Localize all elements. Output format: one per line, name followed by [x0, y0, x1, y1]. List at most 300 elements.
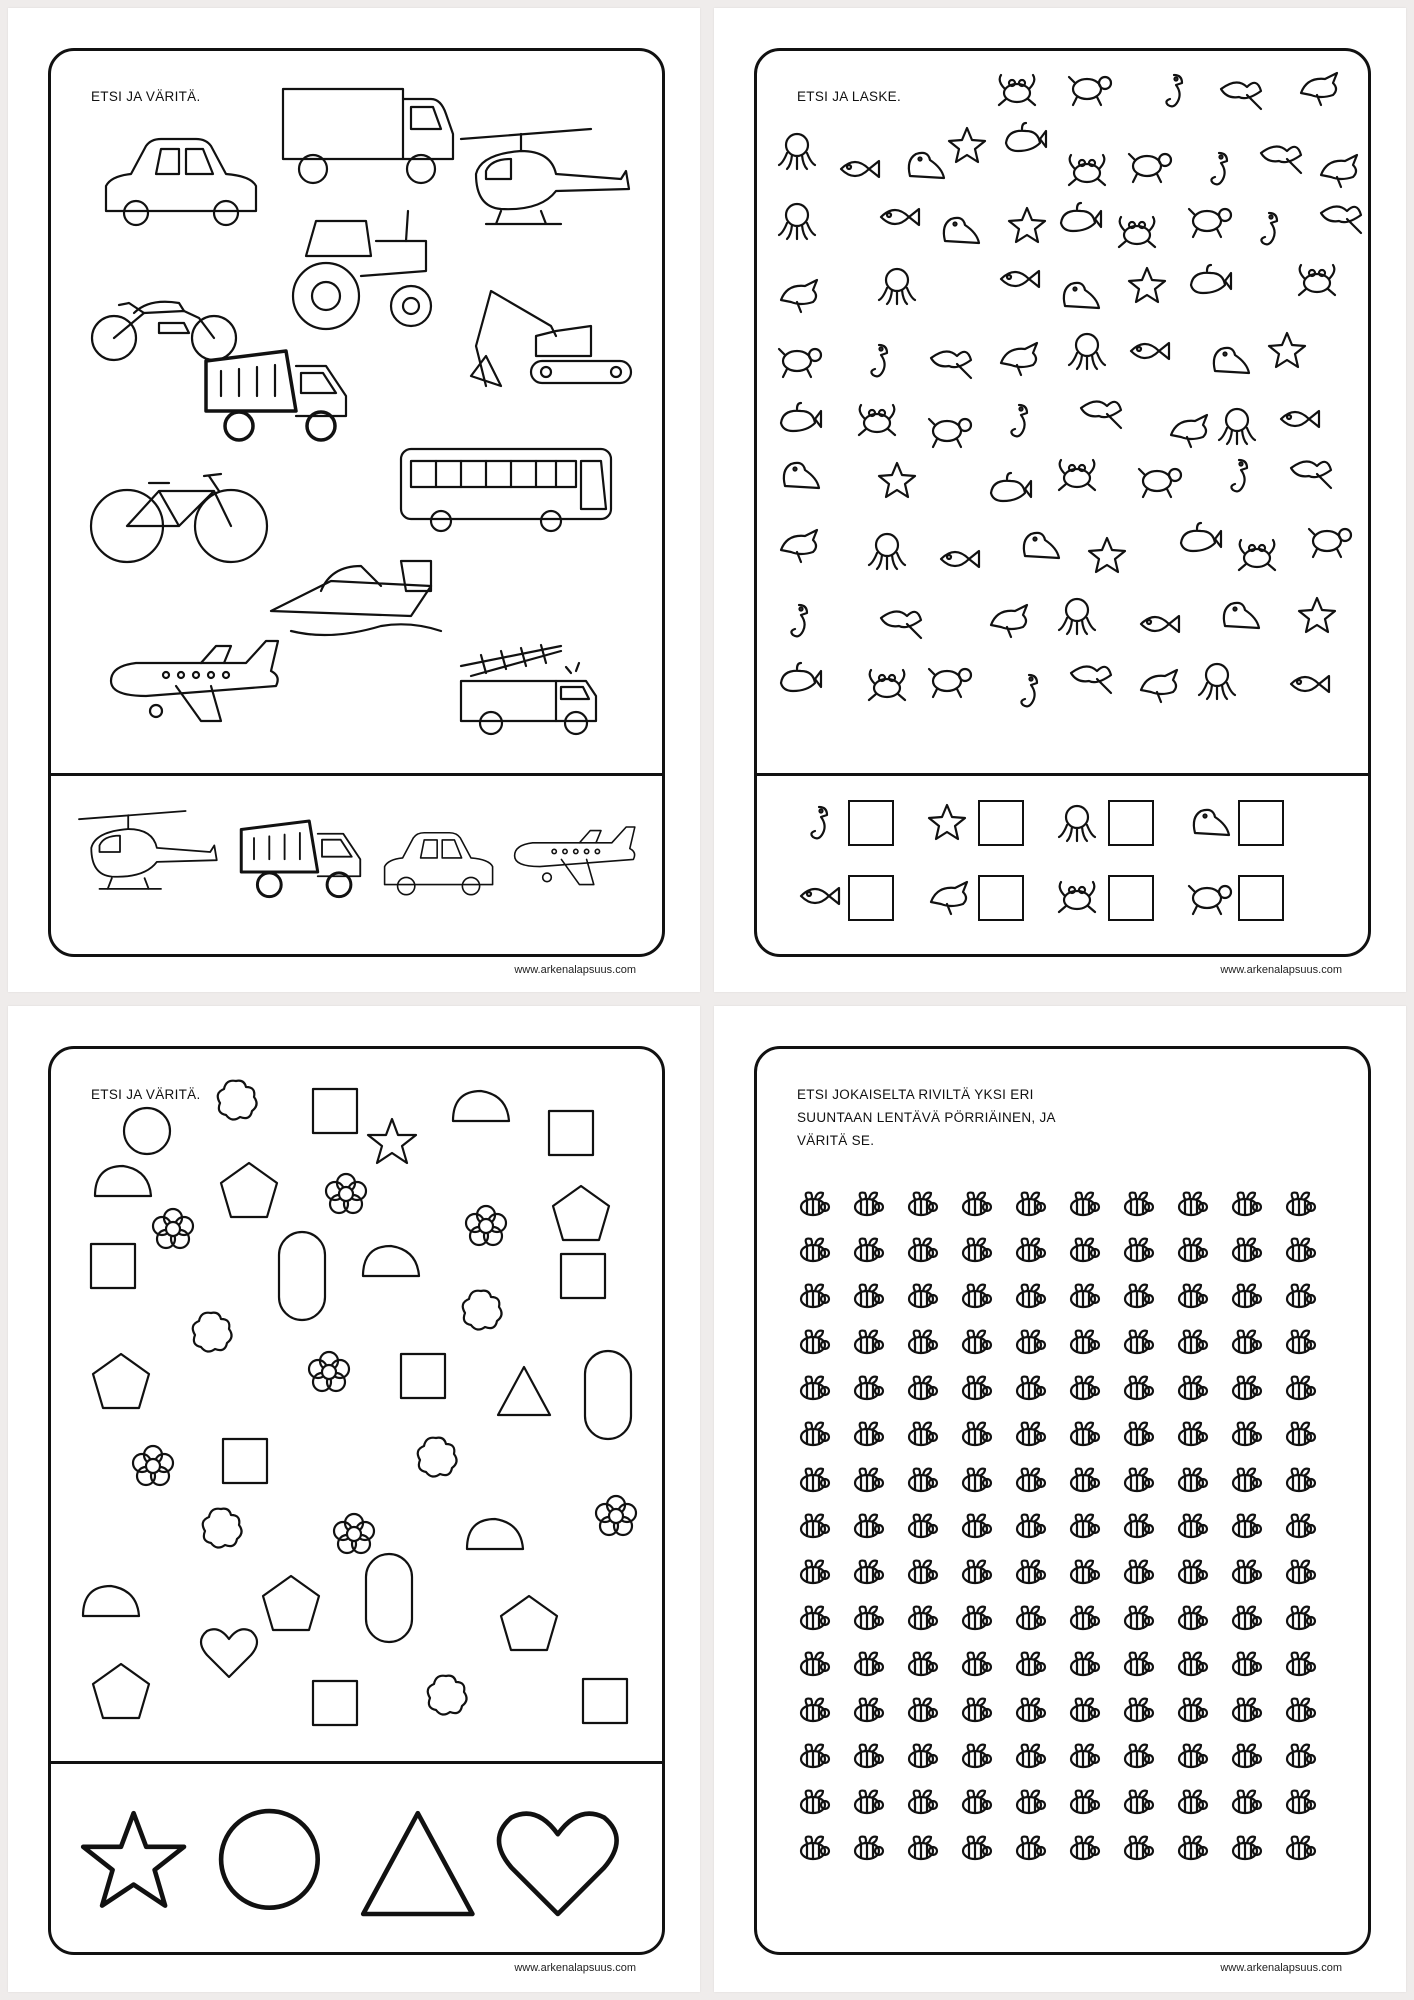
seal-icon: [1194, 810, 1229, 835]
pentagon-icon: [93, 1354, 149, 1408]
website-footer: www.arkenalapsuus.com: [1220, 1962, 1342, 1974]
turtle-icon: [1129, 154, 1171, 182]
half-circle-icon: [467, 1519, 523, 1549]
legend-circle-icon: [221, 1811, 318, 1908]
bee-icon[interactable]: [1125, 1331, 1153, 1353]
worksheet-frame: [754, 48, 1371, 957]
bee-icon[interactable]: [1179, 1285, 1207, 1307]
bee-icon[interactable]: [1125, 1561, 1153, 1583]
bee-icon[interactable]: [855, 1515, 883, 1537]
bee-icon[interactable]: [1071, 1423, 1099, 1445]
bee-icon[interactable]: [1071, 1607, 1099, 1629]
bee-icon[interactable]: [963, 1699, 991, 1721]
whale-icon: [1061, 203, 1101, 231]
bee-icon[interactable]: [1125, 1607, 1153, 1629]
square-icon: [549, 1111, 593, 1155]
bee-icon[interactable]: [963, 1607, 991, 1629]
bee-icon[interactable]: [1017, 1515, 1045, 1537]
bee-icon[interactable]: [909, 1193, 937, 1215]
seahorse-icon: [1231, 460, 1247, 491]
dolphin-icon: [1301, 73, 1337, 105]
bee-icon[interactable]: [1125, 1193, 1153, 1215]
bee-icon[interactable]: [801, 1837, 829, 1859]
dolphin-icon: [1141, 670, 1177, 702]
sea-scene: [757, 51, 1371, 957]
pentagon-icon: [93, 1664, 149, 1718]
bee-icon[interactable]: [801, 1331, 829, 1353]
starfish-icon: [879, 463, 915, 497]
flower-icon: [309, 1352, 349, 1391]
bee-icon[interactable]: [963, 1193, 991, 1215]
heart-icon: [201, 1629, 257, 1677]
bee-icon[interactable]: [1179, 1239, 1207, 1261]
bee-icon[interactable]: [855, 1837, 883, 1859]
seahorse-icon: [1211, 153, 1227, 184]
bee-icon[interactable]: [909, 1837, 937, 1859]
bee-icon[interactable]: [1233, 1515, 1261, 1537]
octopus-icon: [879, 269, 915, 304]
dolphin-icon: [1171, 415, 1207, 447]
whale-icon: [1191, 265, 1231, 293]
bee-icon[interactable]: [855, 1193, 883, 1215]
tractor-icon: [293, 211, 431, 329]
bee-icon[interactable]: [963, 1837, 991, 1859]
bee-icon[interactable]: [1071, 1377, 1099, 1399]
stingray-icon: [1221, 82, 1261, 109]
bee-icon[interactable]: [1287, 1607, 1315, 1629]
bee-icon[interactable]: [1179, 1423, 1207, 1445]
bee-icon[interactable]: [1233, 1469, 1261, 1491]
website-footer: www.arkenalapsuus.com: [1220, 964, 1342, 976]
stingray-icon: [1321, 206, 1361, 233]
seal-icon: [784, 463, 819, 488]
bee-icon[interactable]: [1017, 1791, 1045, 1813]
starfish-icon: [1269, 333, 1305, 367]
cloud-flower-icon: [428, 1676, 467, 1715]
bee-icon[interactable]: [963, 1469, 991, 1491]
triangle-icon: [498, 1367, 550, 1415]
bee-icon[interactable]: [1125, 1745, 1153, 1767]
bee-icon[interactable]: [801, 1469, 829, 1491]
bee-icon[interactable]: [1179, 1607, 1207, 1629]
seahorse-icon: [791, 605, 807, 636]
octopus-icon: [1199, 664, 1235, 699]
bee-icon[interactable]: [963, 1285, 991, 1307]
octopus-icon: [1069, 334, 1105, 369]
bee-icon[interactable]: [1287, 1837, 1315, 1859]
bee-icon[interactable]: [1017, 1423, 1045, 1445]
count-answer-box[interactable]: [979, 801, 1023, 845]
bee-icon[interactable]: [855, 1699, 883, 1721]
bee-icon[interactable]: [909, 1285, 937, 1307]
bee-icon[interactable]: [801, 1515, 829, 1537]
flower-icon: [133, 1446, 173, 1485]
bus-icon: [401, 449, 611, 531]
cloud-flower-icon: [463, 1291, 502, 1330]
title-line: ETSI JOKAISELTA RIVILTÄ YKSI ERI: [797, 1087, 1034, 1102]
bee-icon[interactable]: [1071, 1561, 1099, 1583]
fire-truck-icon: [461, 645, 596, 734]
bee-icon[interactable]: [855, 1377, 883, 1399]
truck-icon: [283, 89, 453, 183]
bee-icon[interactable]: [1071, 1515, 1099, 1537]
bee-icon[interactable]: [1125, 1515, 1153, 1537]
bee-icon[interactable]: [1071, 1285, 1099, 1307]
bee-icon[interactable]: [1233, 1837, 1261, 1859]
stingray-icon: [1261, 146, 1301, 173]
bee-icon[interactable]: [1125, 1699, 1153, 1721]
octopus-icon: [1059, 806, 1095, 841]
bee-icon[interactable]: [855, 1653, 883, 1675]
crab-icon: [1069, 155, 1105, 185]
seahorse-icon: [1011, 405, 1027, 436]
bee-icon[interactable]: [1125, 1653, 1153, 1675]
count-answer-box[interactable]: [979, 876, 1023, 920]
bee-icon[interactable]: [909, 1239, 937, 1261]
square-icon: [313, 1681, 357, 1725]
bee-icon[interactable]: [909, 1699, 937, 1721]
bee-icon[interactable]: [801, 1285, 829, 1307]
cloud-flower-icon: [203, 1509, 242, 1548]
legend-car-icon: [385, 833, 493, 895]
bee-icon[interactable]: [1179, 1745, 1207, 1767]
dolphin-icon: [991, 605, 1027, 637]
bee-icon[interactable]: [1287, 1377, 1315, 1399]
turtle-icon: [1069, 77, 1111, 105]
bee-icon[interactable]: [1179, 1331, 1207, 1353]
bee-icon[interactable]: [1233, 1791, 1261, 1813]
worksheet-shapes: [8, 1006, 700, 1992]
bee-icon[interactable]: [1017, 1561, 1045, 1583]
bee-icon[interactable]: [1233, 1745, 1261, 1767]
whale-icon: [781, 403, 821, 431]
bee-icon[interactable]: [963, 1239, 991, 1261]
seal-icon: [1064, 283, 1099, 308]
bee-icon[interactable]: [1017, 1607, 1045, 1629]
bee-icon[interactable]: [1071, 1791, 1099, 1813]
turtle-icon: [1189, 209, 1231, 237]
half-circle-icon: [95, 1166, 151, 1196]
bee-icon[interactable]: [909, 1791, 937, 1813]
bee-icon[interactable]: [1125, 1239, 1153, 1261]
stingray-icon: [1071, 666, 1111, 693]
excavator-icon: [471, 291, 631, 386]
turtle-icon: [779, 349, 821, 377]
seahorse-icon: [1261, 213, 1277, 244]
worksheet-frame: [48, 1046, 665, 1955]
bee-icon[interactable]: [1071, 1331, 1099, 1353]
bee-icon[interactable]: [1287, 1469, 1315, 1491]
car-icon: [106, 139, 256, 225]
bee-icon[interactable]: [1017, 1193, 1045, 1215]
turtle-icon: [929, 419, 971, 447]
airplane-icon: [111, 641, 278, 721]
stingray-icon: [1291, 461, 1331, 488]
worksheet-title: ETSI JA VÄRITÄ.: [91, 1087, 201, 1102]
bee-icon[interactable]: [1017, 1837, 1045, 1859]
count-answer-box[interactable]: [849, 801, 893, 845]
seal-icon: [909, 153, 944, 178]
bee-icon[interactable]: [963, 1791, 991, 1813]
count-answer-box[interactable]: [1109, 876, 1153, 920]
count-answer-box[interactable]: [1109, 801, 1153, 845]
seahorse-icon: [1021, 675, 1037, 706]
whale-icon: [991, 473, 1031, 501]
fish-icon: [801, 888, 839, 904]
legend-star-icon: [83, 1813, 184, 1905]
bee-icon[interactable]: [1233, 1423, 1261, 1445]
stingray-icon: [881, 611, 921, 638]
dolphin-icon: [781, 530, 817, 562]
bee-icon[interactable]: [855, 1469, 883, 1491]
pill-icon: [366, 1554, 412, 1642]
bee-icon[interactable]: [1233, 1607, 1261, 1629]
bee-icon[interactable]: [1179, 1561, 1207, 1583]
count-divider: [757, 773, 1368, 776]
fish-icon: [841, 161, 879, 177]
flower-icon: [334, 1514, 374, 1553]
bee-icon[interactable]: [909, 1561, 937, 1583]
bee-icon[interactable]: [1071, 1653, 1099, 1675]
bee-icon[interactable]: [1287, 1699, 1315, 1721]
bee-icon[interactable]: [1179, 1469, 1207, 1491]
bee-icon[interactable]: [1125, 1423, 1153, 1445]
bee-icon[interactable]: [1233, 1653, 1261, 1675]
square-icon: [561, 1254, 605, 1298]
half-circle-icon: [363, 1246, 419, 1276]
bee-icon[interactable]: [909, 1423, 937, 1445]
starfish-icon: [1129, 268, 1165, 302]
square-icon: [313, 1089, 357, 1133]
worksheet-title: ETSI JA LASKE.: [797, 89, 901, 104]
pentagon-icon: [263, 1576, 319, 1630]
fish-icon: [941, 551, 979, 567]
bee-icon[interactable]: [1179, 1193, 1207, 1215]
bee-icon[interactable]: [1017, 1377, 1045, 1399]
bicycle-icon: [91, 474, 267, 562]
dolphin-icon: [781, 280, 817, 312]
square-icon: [91, 1244, 135, 1288]
bee-icon[interactable]: [855, 1423, 883, 1445]
bee-icon[interactable]: [963, 1377, 991, 1399]
title-line: VÄRITÄ SE.: [797, 1133, 875, 1148]
bee-icon[interactable]: [909, 1469, 937, 1491]
bee-icon[interactable]: [801, 1423, 829, 1445]
bee-grid: [757, 1049, 1371, 1955]
bee-icon[interactable]: [1125, 1469, 1153, 1491]
turtle-icon: [1189, 886, 1231, 914]
vehicle-scene: [51, 51, 665, 957]
bee-icon[interactable]: [1179, 1791, 1207, 1813]
bee-icon[interactable]: [801, 1745, 829, 1767]
website-footer: www.arkenalapsuus.com: [514, 1962, 636, 1974]
crab-icon: [1059, 882, 1095, 912]
bee-icon[interactable]: [801, 1561, 829, 1583]
bee-icon[interactable]: [1233, 1699, 1261, 1721]
bee-icon[interactable]: [1017, 1469, 1045, 1491]
shape-scene: [51, 1049, 665, 1955]
fish-icon: [1001, 271, 1039, 287]
bee-icon[interactable]: [909, 1515, 937, 1537]
seal-icon: [1024, 533, 1059, 558]
bee-icon[interactable]: [1179, 1837, 1207, 1859]
bee-icon[interactable]: [855, 1791, 883, 1813]
bee-icon[interactable]: [1287, 1515, 1315, 1537]
legend-heart-icon: [499, 1814, 617, 1914]
bee-icon[interactable]: [1233, 1561, 1261, 1583]
bee-icon[interactable]: [1287, 1239, 1315, 1261]
half-circle-icon: [453, 1091, 509, 1121]
bee-icon[interactable]: [1179, 1515, 1207, 1537]
bee-icon[interactable]: [963, 1423, 991, 1445]
bee-icon[interactable]: [1017, 1239, 1045, 1261]
whale-icon: [781, 663, 821, 691]
dump-truck-icon: [206, 351, 346, 440]
bee-icon[interactable]: [1287, 1791, 1315, 1813]
bee-icon[interactable]: [1287, 1331, 1315, 1353]
bee-icon[interactable]: [1017, 1331, 1045, 1353]
seahorse-icon: [1166, 75, 1182, 106]
legend-airplane-icon: [515, 827, 635, 885]
starfish-icon: [949, 128, 985, 162]
worksheet-vehicles: [8, 8, 700, 992]
bee-icon[interactable]: [1125, 1377, 1153, 1399]
bee-icon[interactable]: [1287, 1561, 1315, 1583]
starfish-icon: [1299, 598, 1335, 632]
bee-icon[interactable]: [801, 1791, 829, 1813]
bee-icon[interactable]: [801, 1377, 829, 1399]
worksheet-title: ETSI JA VÄRITÄ.: [91, 89, 201, 104]
bee-icon[interactable]: [963, 1515, 991, 1537]
seal-icon: [1224, 603, 1259, 628]
bee-icon[interactable]: [1071, 1837, 1099, 1859]
website-footer: www.arkenalapsuus.com: [514, 964, 636, 976]
bee-icon[interactable]: [909, 1745, 937, 1767]
half-circle-icon: [83, 1586, 139, 1616]
crab-icon: [1239, 540, 1275, 570]
bee-icon[interactable]: [801, 1699, 829, 1721]
bee-icon[interactable]: [909, 1377, 937, 1399]
legend-divider: [51, 1761, 662, 1764]
fish-icon: [1131, 343, 1169, 359]
pill-icon: [585, 1351, 631, 1439]
count-answer-box[interactable]: [1239, 876, 1283, 920]
bee-icon[interactable]: [855, 1561, 883, 1583]
bee-icon[interactable]: [1125, 1837, 1153, 1859]
bee-icon[interactable]: [1071, 1469, 1099, 1491]
bee-icon[interactable]: [1017, 1745, 1045, 1767]
stingray-icon: [931, 351, 971, 378]
turtle-icon: [929, 669, 971, 697]
cloud-flower-icon: [193, 1313, 232, 1352]
square-icon: [223, 1439, 267, 1483]
bee-icon[interactable]: [963, 1331, 991, 1353]
cloud-flower-icon: [418, 1438, 457, 1477]
bee-icon[interactable]: [801, 1607, 829, 1629]
circle-icon: [124, 1108, 170, 1154]
bee-icon[interactable]: [1233, 1285, 1261, 1307]
pentagon-icon: [501, 1596, 557, 1650]
bee-icon[interactable]: [1233, 1193, 1261, 1215]
bee-icon[interactable]: [1071, 1239, 1099, 1261]
bee-icon[interactable]: [855, 1331, 883, 1353]
bee-icon[interactable]: [1125, 1791, 1153, 1813]
bee-icon[interactable]: [1287, 1193, 1315, 1215]
bee-icon[interactable]: [909, 1653, 937, 1675]
bee-icon[interactable]: [1017, 1285, 1045, 1307]
flower-icon: [596, 1496, 636, 1535]
fish-icon: [1291, 676, 1329, 692]
legend-divider: [51, 773, 662, 776]
flower-icon: [153, 1209, 193, 1248]
bee-icon[interactable]: [801, 1653, 829, 1675]
fish-icon: [1281, 411, 1319, 427]
bee-icon[interactable]: [855, 1239, 883, 1261]
bee-icon[interactable]: [1287, 1745, 1315, 1767]
count-answer-box[interactable]: [849, 876, 893, 920]
seal-icon: [1214, 348, 1249, 373]
bee-icon[interactable]: [1071, 1699, 1099, 1721]
bee-icon[interactable]: [1017, 1653, 1045, 1675]
bee-icon[interactable]: [1071, 1193, 1099, 1215]
bee-icon[interactable]: [1287, 1285, 1315, 1307]
bee-icon[interactable]: [1233, 1331, 1261, 1353]
crab-icon: [1059, 460, 1095, 490]
stingray-icon: [1081, 401, 1121, 428]
bee-icon[interactable]: [1179, 1699, 1207, 1721]
pentagon-icon: [221, 1163, 277, 1217]
crab-icon: [869, 670, 905, 700]
square-icon: [583, 1679, 627, 1723]
bee-icon[interactable]: [1017, 1699, 1045, 1721]
octopus-icon: [779, 204, 815, 239]
star-icon: [368, 1119, 416, 1163]
bee-icon[interactable]: [1233, 1377, 1261, 1399]
bee-icon[interactable]: [963, 1745, 991, 1767]
turtle-icon: [1309, 529, 1351, 557]
legend-helicopter-icon: [79, 811, 217, 889]
bee-icon[interactable]: [909, 1607, 937, 1629]
worksheet-sea-animals: [714, 8, 1406, 992]
pentagon-icon: [553, 1186, 609, 1240]
bee-icon[interactable]: [855, 1285, 883, 1307]
turtle-icon: [1139, 469, 1181, 497]
bee-icon[interactable]: [1287, 1653, 1315, 1675]
bee-icon[interactable]: [855, 1607, 883, 1629]
fish-icon: [1141, 616, 1179, 632]
dolphin-icon: [931, 882, 967, 914]
octopus-icon: [1059, 599, 1095, 634]
bee-icon[interactable]: [909, 1331, 937, 1353]
flower-icon: [466, 1206, 506, 1245]
crab-icon: [1119, 217, 1155, 247]
bee-icon[interactable]: [855, 1745, 883, 1767]
bee-icon[interactable]: [1125, 1285, 1153, 1307]
bee-icon[interactable]: [801, 1239, 829, 1261]
bee-icon[interactable]: [1179, 1653, 1207, 1675]
bee-icon[interactable]: [801, 1193, 829, 1215]
worksheet-frame: [754, 1046, 1371, 1955]
bee-icon[interactable]: [963, 1653, 991, 1675]
square-icon: [401, 1354, 445, 1398]
bee-icon[interactable]: [1179, 1377, 1207, 1399]
bee-icon[interactable]: [1071, 1745, 1099, 1767]
bee-icon[interactable]: [963, 1561, 991, 1583]
count-answer-box[interactable]: [1239, 801, 1283, 845]
cloud-flower-icon: [218, 1081, 257, 1120]
bee-icon[interactable]: [1287, 1423, 1315, 1445]
bee-icon[interactable]: [1233, 1239, 1261, 1261]
